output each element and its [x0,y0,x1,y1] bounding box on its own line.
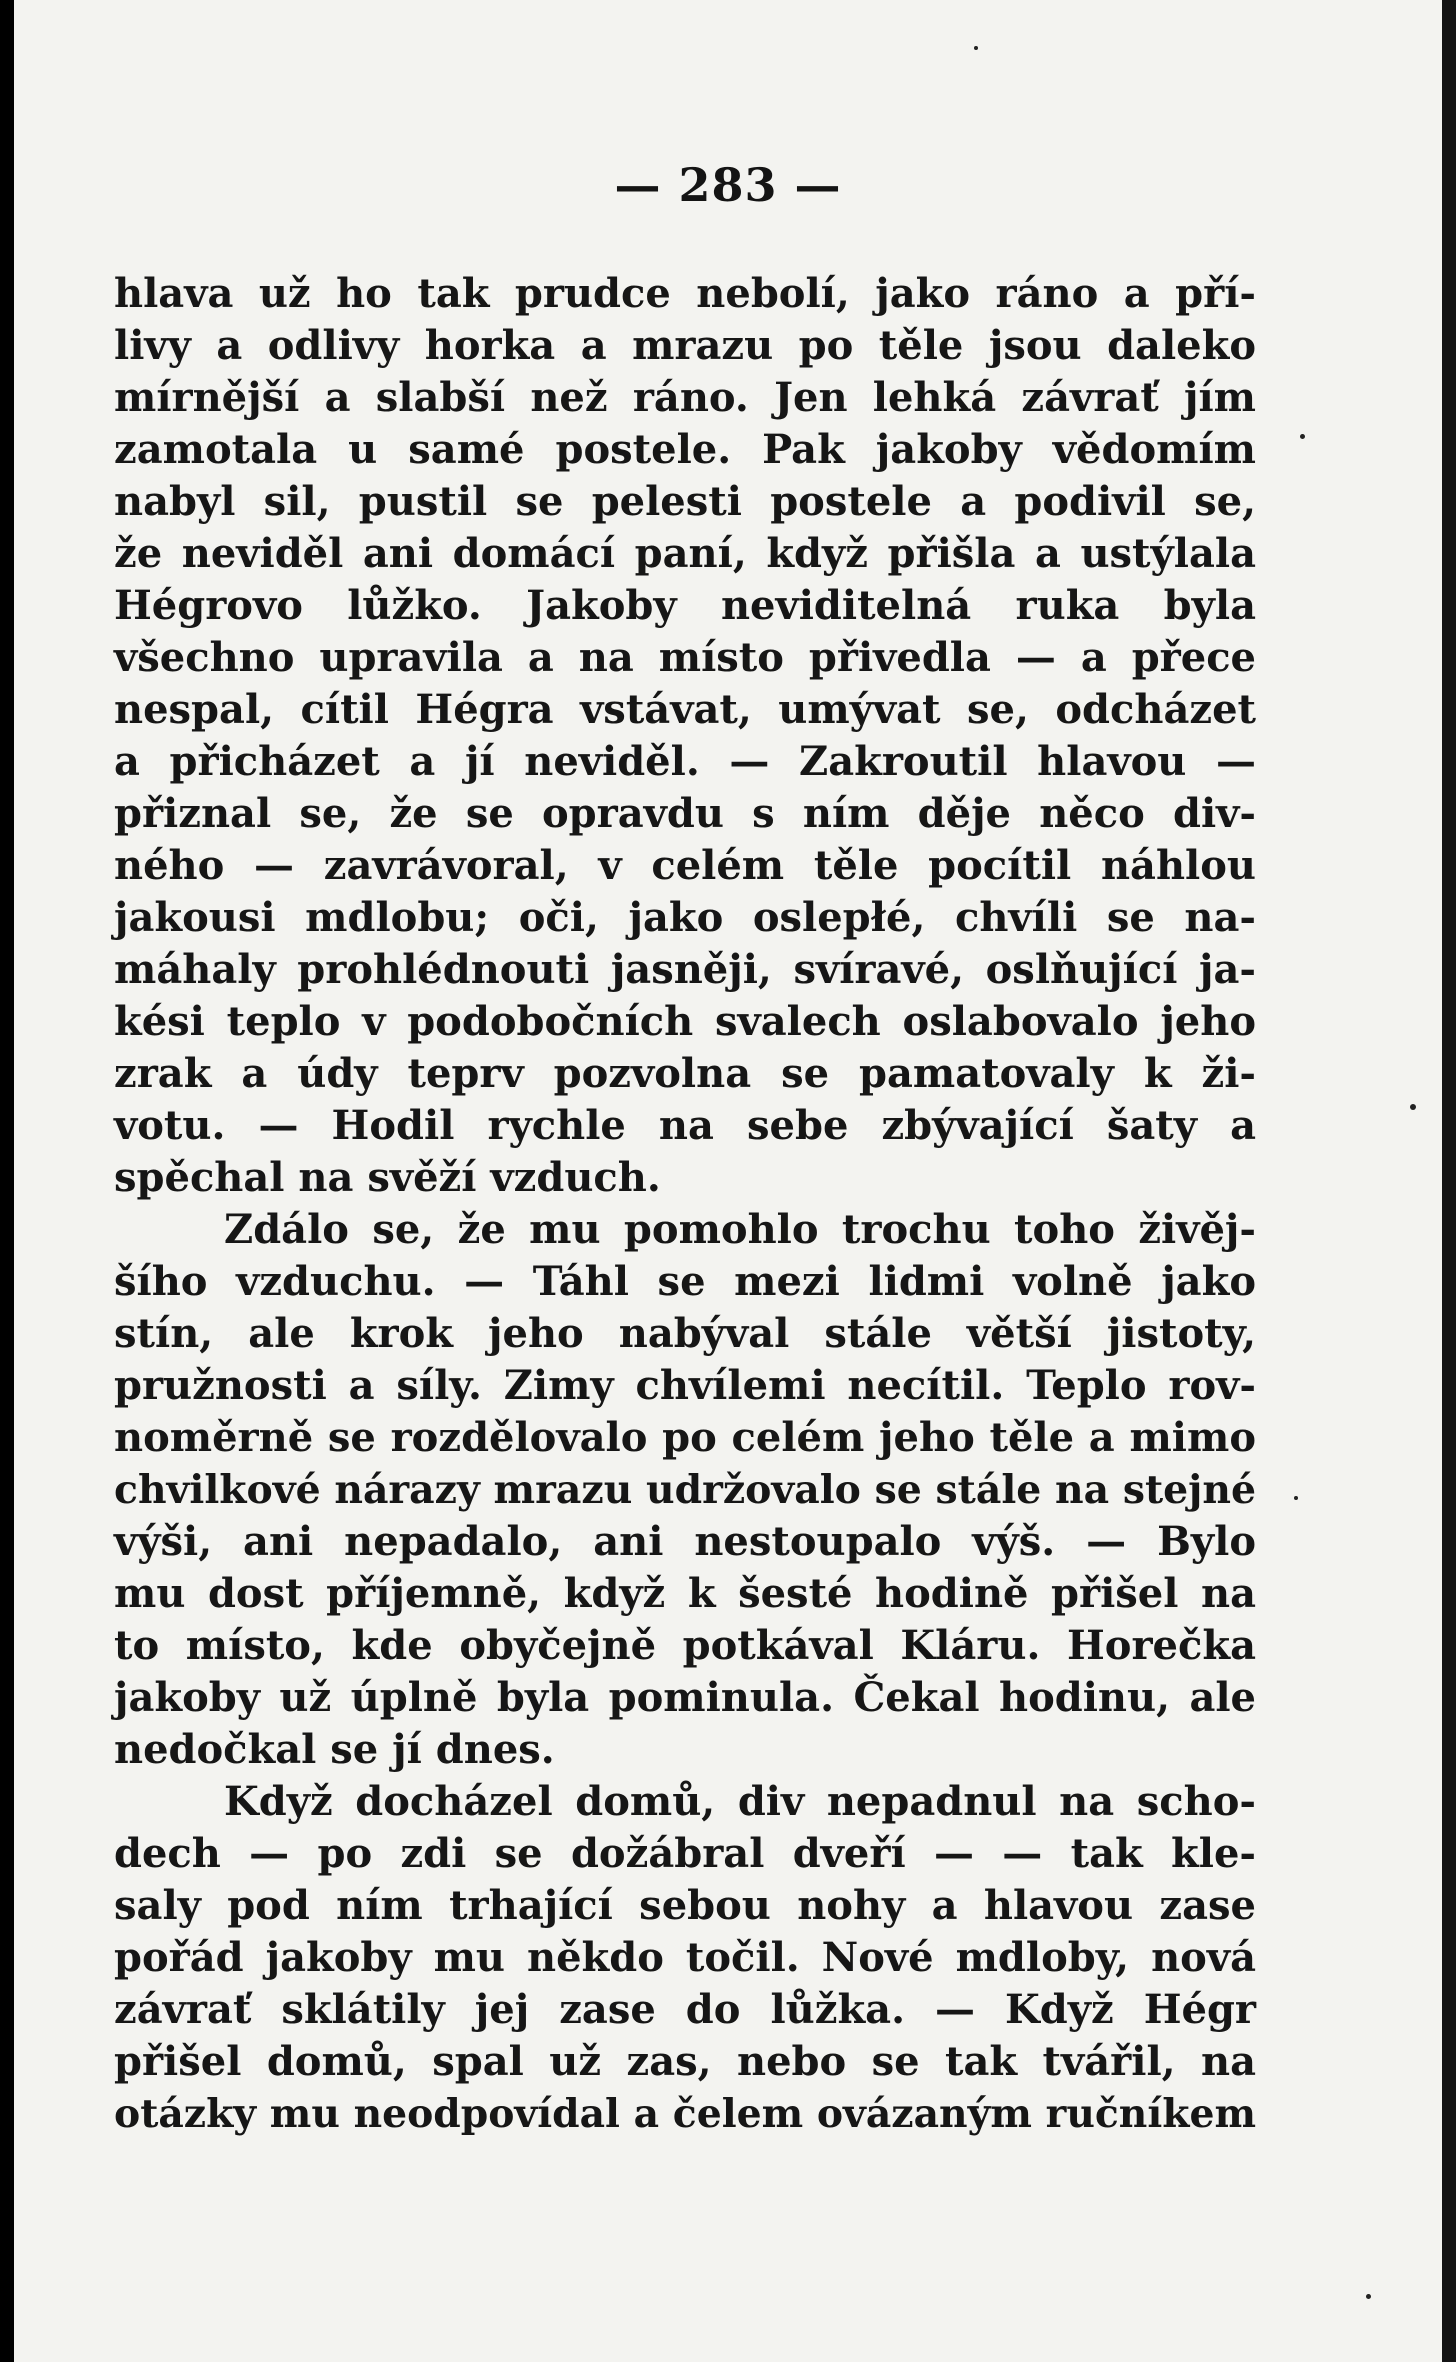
text-line: otázky mu neodpovídal a čelem ovázaným ručníkem [114,2091,1256,2137]
text-line: Zdálo se, že mu pomohlo trochu toho živěj- [224,1206,1256,1253]
text-line: spěchal na svěží vzduch. [114,1154,661,1201]
text-line: mírnější a slabší než ráno. Jen lehká závrať jím [114,374,1256,421]
paragraph-2 [114,1204,1256,1776]
text-line: ného — zavrávoral, v celém těle pocítil náhlou [114,842,1256,889]
text-line: hlava už ho tak prudce nebolí, jako ráno a pří- [114,270,1256,317]
text-line: nespal, cítil Hégra vstávat, umývat se, odcházet [114,686,1256,733]
text-line: stín, ale krok jeho nabýval stále větší jistoty, [114,1310,1256,1357]
text-line: všechno upravila a na místo přivedla — a přece [114,634,1256,681]
text-line: Hégrovo lůžko. Jakoby neviditelná ruka byla [114,582,1256,629]
text-line: přišel domů, spal už zas, nebo se tak tvářil, na [114,2038,1256,2085]
text-line: to místo, kde obyčejně potkával Kláru. Horečka [114,1622,1256,1669]
text-line: mu dost příjemně, když k šesté hodině přišel na [114,1570,1256,1617]
text-line: výši, ani nepadalo, ani nestoupalo výš. — Bylo [114,1518,1256,1565]
text-line: chvilkové nárazy mrazu udržovalo se stále na stejné [114,1467,1256,1513]
scan-speck [1294,1496,1298,1500]
text-line: votu. — Hodil rychle na sebe zbývající šaty a [114,1102,1256,1149]
text-line: zrak a údy teprv pozvolna se pamatovaly k ži- [114,1050,1256,1097]
text-line: závrať sklátily jej zase do lůžka. — Když Hégr [114,1986,1256,2033]
text-line: jakousi mdlobu; oči, jako oslepłé, chvíli se na- [114,894,1256,941]
scan-speck [974,46,978,50]
text-line: máhaly prohlédnouti jasněji, svíravé, oslňující ja- [114,946,1256,993]
body-text [114,268,1256,2140]
paragraph-3 [114,1776,1256,2140]
text-line: livy a odlivy horka a mrazu po těle jsou daleko [114,322,1256,369]
text-line: kési teplo v podobočních svalech oslabovalo jeho [114,998,1256,1045]
text-line: dech — po zdi se dožábral dveří — — tak kle- [114,1830,1256,1877]
text-line: saly pod ním trhající sebou nohy a hlavou zase [114,1882,1256,1929]
text-line: a přicházet a jí neviděl. — Zakroutil hlavou — [114,738,1256,785]
text-line: nabyl sil, pustil se pelesti postele a podivil se, [114,478,1256,525]
scan-speck [1300,434,1305,439]
scan-speck [1366,2294,1371,2299]
page-edge-shadow [1442,0,1456,2362]
page-number: — 283 — [614,158,842,212]
scan-speck [1410,1104,1416,1110]
text-line: že neviděl ani domácí paní, když přišla a ustýlala [114,530,1256,577]
text-line: Když docházel domů, div nepadnul na scho- [224,1778,1256,1825]
text-line: šího vzduchu. — Táhl se mezi lidmi volně jako [114,1258,1256,1305]
text-line: nedočkal se jí dnes. [114,1726,555,1773]
book-page [14,0,1442,2362]
text-line: jakoby už úplně byla pominula. Čekal hodinu, ale [114,1674,1256,1721]
text-line: pořád jakoby mu někdo točil. Nové mdloby, nová [114,1934,1256,1981]
text-line: zamotala u samé postele. Pak jakoby vědomím [114,426,1256,473]
text-line: noměrně se rozdělovalo po celém jeho těle a mimo [114,1414,1256,1461]
paragraph-1 [114,268,1256,1204]
text-line: pružnosti a síly. Zimy chvílemi necítil. Teplo rov- [114,1362,1256,1409]
text-line: přiznal se, že se opravdu s ním děje něco div- [114,790,1256,837]
